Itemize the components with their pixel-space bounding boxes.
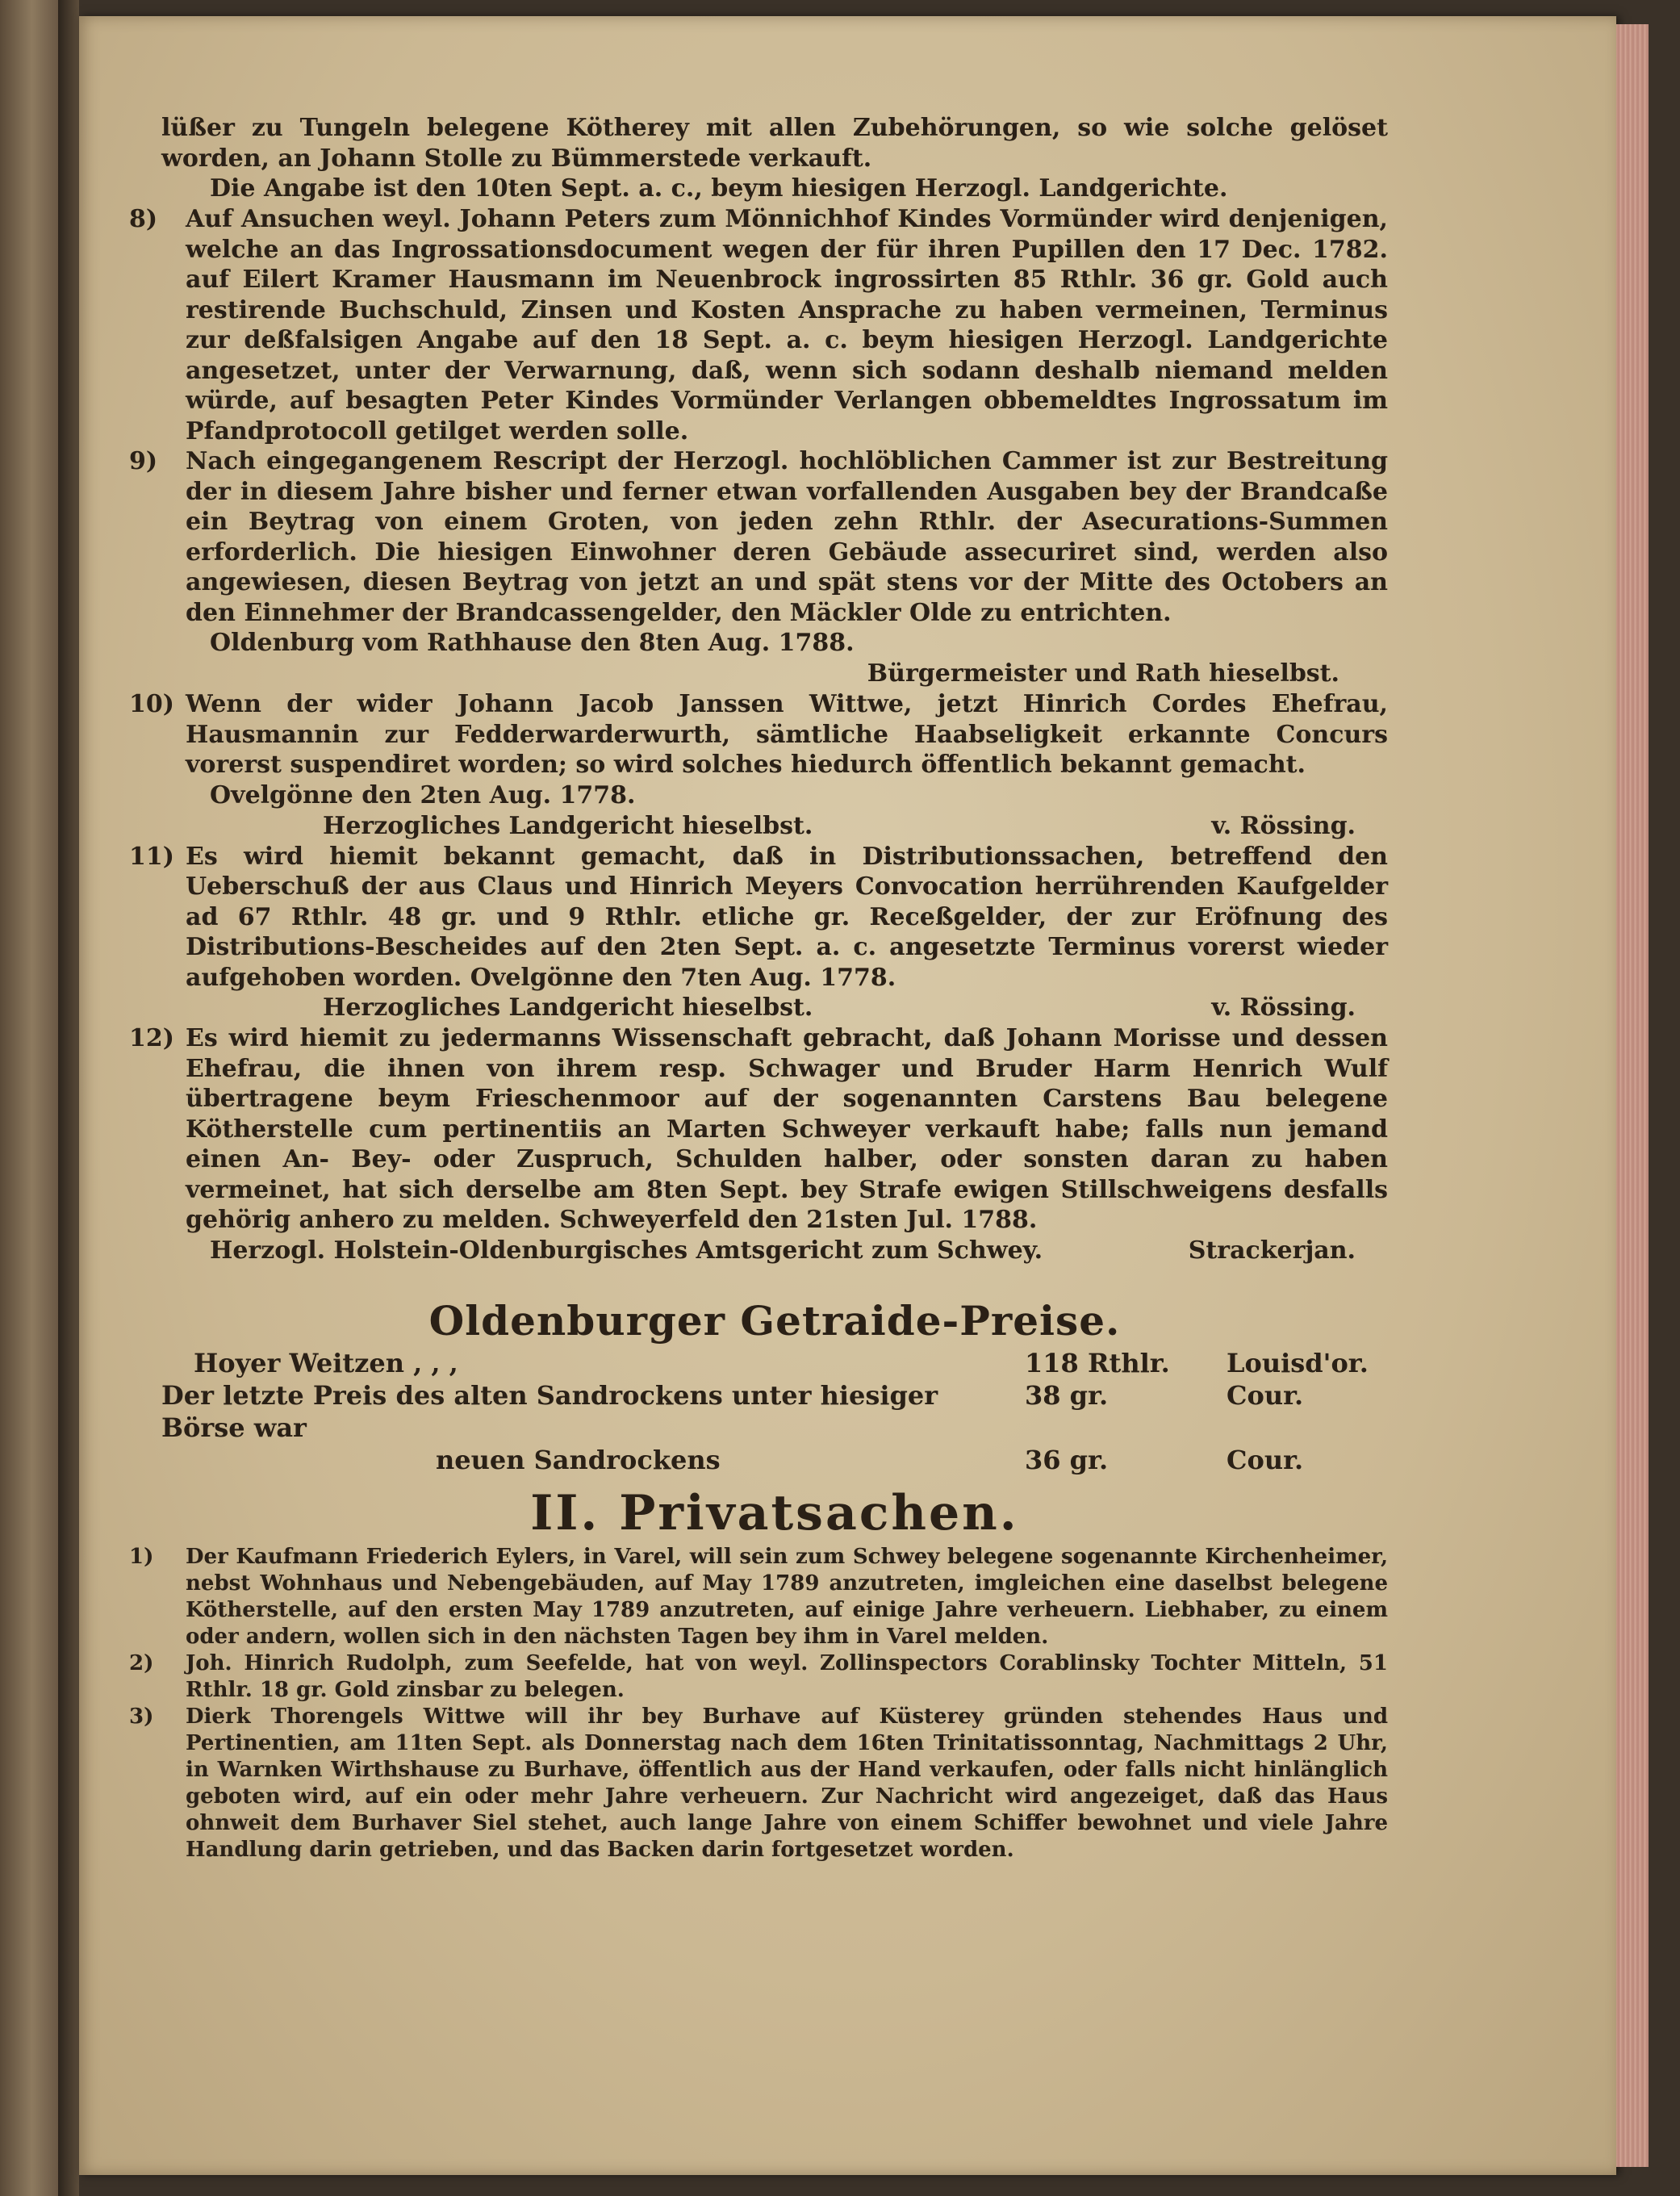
signature-name: Strackerjan. xyxy=(1188,1236,1356,1265)
notice-number: 12) xyxy=(129,1024,174,1052)
signature-name: v. Rössing. xyxy=(1211,993,1356,1022)
notice-text: Joh. Hinrich Rudolph, zum Seefelde, hat von weyl. Zollinspectors Corablinsky Tochter Mitteln, 51 Rthlr. 18 gr. Gold zinsbar zu belegen. xyxy=(186,1650,1388,1702)
left-page-edge xyxy=(0,0,58,2196)
price-currency: Cour. xyxy=(1227,1444,1304,1475)
notice-signature-row xyxy=(161,811,1388,842)
grain-prices-heading: Oldenburger Getraide-Preise. xyxy=(428,1296,1121,1345)
price-label: neuen Sandrockens xyxy=(436,1444,721,1475)
notice-number: 3) xyxy=(129,1704,154,1729)
signature-authority: Herzogliches Landgericht hieselbst. xyxy=(323,993,813,1022)
notice-text: Dierk Thorengels Wittwe will ihr bey Burhave auf Küsterey gründen stehendes Haus und Pertinentien, am 11ten Sept. als Donnerstag nach dem 16ten Trinitatissonntag, Nachmittags 2 Uhr, in Warnken Wirthshause zu Burhave, öffentlich aus der Hand verkaufen, oder falls nicht hinlänglich geboten wird, auf ein oder mehr Jahre verheuern. Zur Nachricht wird angezeiget, daß das Haus ohnweit dem Burhaver Siel stehet, auch lange Jahre von einem Schiffer bewohnet und viele Jahre Handlung darin getrieben, und das Backen darin fortgesetzet worden. xyxy=(186,1704,1388,1862)
notice-continuation-date: Die Angabe ist den 10ten Sept. a. c., beym hiesigen Herzogl. Landgerichte. xyxy=(210,174,1228,203)
book-gutter xyxy=(58,0,79,2196)
private-section-heading: II. Privatsachen. xyxy=(530,1484,1019,1541)
page-fore-edge xyxy=(1616,24,1649,2167)
notice-continuation-text: lüßer zu Tungeln belegene Kötherey mit allen Zubehörungen, so wie solche gelöset worden, an Johann Stolle zu Bümmerstede verkauft. xyxy=(161,114,1388,173)
price-row xyxy=(161,1347,1388,1379)
page-content xyxy=(129,113,1388,1863)
price-currency: Louisd'or. xyxy=(1227,1347,1369,1378)
price-currency: Cour. xyxy=(1227,1379,1304,1411)
notice-9 xyxy=(129,446,1388,628)
signature-authority: Herzogliches Landgericht hieselbst. xyxy=(323,811,813,840)
notice-signature: Bürgermeister und Rath hieselbst. xyxy=(867,659,1339,688)
price-label: Der letzte Preis des alten Sandrockens unter hiesiger Börse war xyxy=(161,1379,938,1443)
price-label: Hoyer Weitzen , , , xyxy=(194,1347,458,1378)
notice-signature-row xyxy=(161,1236,1388,1266)
notice-number: 8) xyxy=(129,205,158,233)
private-notice-2 xyxy=(129,1650,1388,1704)
price-value: 38 gr. xyxy=(1025,1379,1109,1411)
notice-text: Auf Ansuchen weyl. Johann Peters zum Mönnichhof Kindes Vormünder wird denjenigen, welche an das Ingrossationsdocument wegen der für ihren Pupillen den 17 Dec. 1782. auf Eilert Kramer Hausmann im Neuenbrock ingrossirten 85 Rthlr. 36 gr. Gold auch restirende Buchschuld, Zinsen und Kosten Ansprache zu haben vermeinen, Terminus zur deßfalsigen Angabe auf den 18 Sept. a. c. beym hiesigen Herzogl. Landgerichte angesetzet, unter der Verwarnung, daß, wenn sich sodann deshalb niemand melden würde, auf besagten Peter Kindes Vormünder Verlangen obbemeldtes Ingrossatum im Pfandprotocoll getilget werden solle. xyxy=(186,205,1388,445)
notice-text: Wenn der wider Johann Jacob Janssen Wittwe, jetzt Hinrich Cordes Ehefrau, Hausmannin zur Fedderwarderwurth, sämtliche Haabseligkeit erkannte Concurs vorerst suspendiret worden; so wird solches hiedurch öffentlich bekannt gemacht. xyxy=(186,690,1388,779)
notice-text: Es wird hiemit zu jedermanns Wissenschaft gebracht, daß Johann Morisse und dessen Ehefrau, die ihnen von ihrem resp. Schwager und Bruder Harm Henrich Wulf übertragene beym Frieschenmoor auf der sogenannten Carstens Bau belegene Kötherstelle cum pertinentiis an Marten Schweyer verkauft habe; falls nun jemand einen An- Bey- oder Zuspruch, Schulden halber, oder sonsten daran zu haben vermeinet, hat sich derselbe am 8ten Sept. bey Strafe ewigen Stillschweigens desfalls gehörig anhero zu melden. Schweyerfeld den 21sten Jul. 1788. xyxy=(186,1024,1388,1234)
price-row xyxy=(161,1379,1388,1444)
private-notice-3 xyxy=(129,1704,1388,1863)
notice-text: Der Kaufmann Friederich Eylers, in Varel, will sein zum Schwey belegene sogenannte Kirchenheimer, nebst Wohnhaus und Nebengebäuden, auf May 1789 anzutreten, imgleichen eine daselbst belegene Kötherstelle, auf den ersten May 1789 anzutreten, auf einige Jahre verheuern. Liebhaber, zu einem oder andern, wollen sich in den nächsten Tagen bey ihm in Varel melden. xyxy=(186,1544,1388,1649)
notice-text: Nach eingegangenem Rescript der Herzogl. hochlöblichen Cammer ist zur Bestreitung der in diesem Jahre bisher und ferner etwan vorfallenden Ausgaben bey der Brandcaße ein Beytrag von einem Groten, von jeden zehn Rthlr. der Asecurations-Summen erforderlich. Die hiesigen Einwohner deren Gebäude assecuriret sind, werden also angewiesen, diesen Beytrag von jetzt an und spät stens vor der Mitte des Octobers an den Einnehmer der Brandcassengelder, den Mäckler Olde zu entrichten. xyxy=(186,447,1388,627)
notice-continuation xyxy=(161,113,1388,174)
notice-place-date: Ovelgönne den 2ten Aug. 1778. xyxy=(210,780,636,809)
notice-number: 11) xyxy=(129,842,174,871)
notice-12 xyxy=(129,1023,1388,1236)
price-value: 118 Rthlr. xyxy=(1025,1347,1170,1378)
private-notices xyxy=(129,1544,1388,1863)
notice-number: 10) xyxy=(129,690,174,718)
private-notice-1 xyxy=(129,1544,1388,1650)
signature-authority: Herzogl. Holstein-Oldenburgisches Amtsgericht zum Schwey. xyxy=(210,1236,1043,1265)
notice-11 xyxy=(129,842,1388,993)
notice-8 xyxy=(129,204,1388,446)
notice-number: 1) xyxy=(129,1544,154,1569)
notice-10 xyxy=(129,689,1388,780)
notice-text: Es wird hiemit bekannt gemacht, daß in Distributionssachen, betreffend den Ueberschuß der aus Claus und Hinrich Meyers Convocation herrührenden Kaufgelder ad 67 Rthlr. 48 gr. und 9 Rthlr. etliche gr. Receßgelder, der zur Eröfnung des Distributions-Bescheides auf den 2ten Sept. a. c. angesetzte Terminus vorerst wieder aufgehoben worden. Ovelgönne den 7ten Aug. 1778. xyxy=(186,842,1388,992)
price-row xyxy=(161,1444,1388,1476)
price-value: 36 gr. xyxy=(1025,1444,1109,1475)
notice-number: 9) xyxy=(129,447,158,475)
notice-number: 2) xyxy=(129,1650,154,1675)
notice-place-date: Oldenburg vom Rathhause den 8ten Aug. 1788. xyxy=(210,629,855,657)
signature-name: v. Rössing. xyxy=(1211,811,1356,840)
notice-signature-row xyxy=(161,993,1388,1023)
